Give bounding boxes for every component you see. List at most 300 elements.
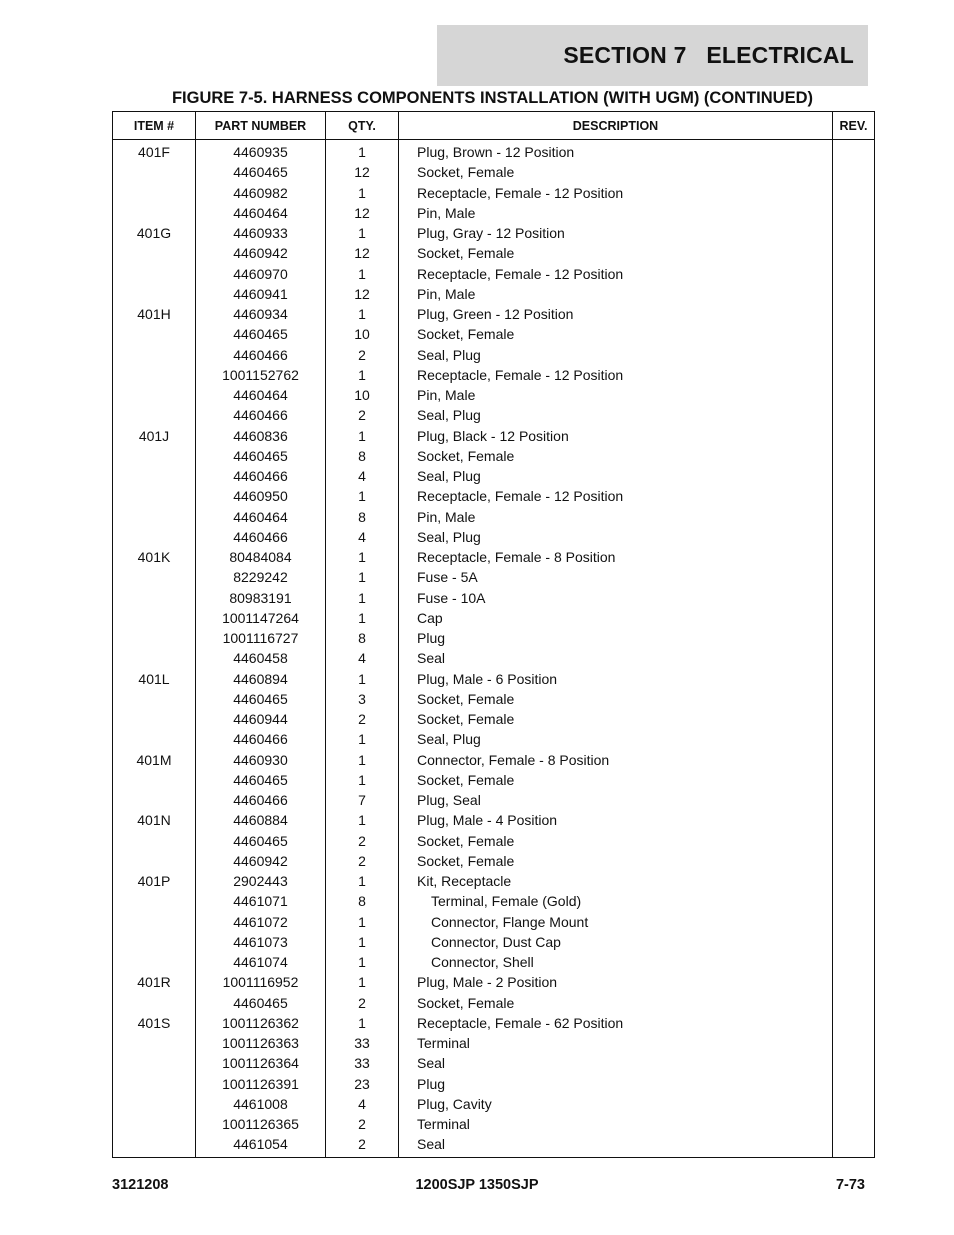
cell-description: Receptacle, Female - 12 Position bbox=[399, 183, 833, 203]
cell-rev bbox=[833, 1053, 875, 1073]
cell-item bbox=[113, 466, 196, 486]
cell-description: Seal, Plug bbox=[399, 345, 833, 365]
cell-qty: 1 bbox=[326, 567, 399, 587]
cell-part-number: 4460982 bbox=[196, 183, 326, 203]
cell-part-number: 4461074 bbox=[196, 952, 326, 972]
header-rev: REV. bbox=[833, 112, 875, 140]
cell-rev bbox=[833, 507, 875, 527]
cell-part-number: 4460466 bbox=[196, 345, 326, 365]
cell-description: Seal, Plug bbox=[399, 527, 833, 547]
cell-description: Seal bbox=[399, 1134, 833, 1157]
cell-item bbox=[113, 709, 196, 729]
cell-description: Plug bbox=[399, 628, 833, 648]
table-row bbox=[113, 223, 875, 243]
cell-description: Receptacle, Female - 12 Position bbox=[399, 365, 833, 385]
cell-part-number: 8229242 bbox=[196, 567, 326, 587]
cell-part-number: 4460465 bbox=[196, 324, 326, 344]
cell-rev bbox=[833, 993, 875, 1013]
cell-rev bbox=[833, 405, 875, 425]
cell-part-number: 4461072 bbox=[196, 912, 326, 932]
cell-description: Fuse - 5A bbox=[399, 567, 833, 587]
cell-qty: 3 bbox=[326, 689, 399, 709]
table-row bbox=[113, 567, 875, 587]
cell-rev bbox=[833, 547, 875, 567]
cell-qty: 1 bbox=[326, 952, 399, 972]
cell-qty: 10 bbox=[326, 385, 399, 405]
cell-item bbox=[113, 1134, 196, 1157]
cell-part-number: 4460466 bbox=[196, 405, 326, 425]
cell-description: Plug, Cavity bbox=[399, 1094, 833, 1114]
cell-description: Pin, Male bbox=[399, 507, 833, 527]
table-row bbox=[113, 527, 875, 547]
cell-item bbox=[113, 851, 196, 871]
cell-description: Receptacle, Female - 8 Position bbox=[399, 547, 833, 567]
cell-qty: 12 bbox=[326, 243, 399, 263]
table-row bbox=[113, 1013, 875, 1033]
table-row bbox=[113, 365, 875, 385]
cell-rev bbox=[833, 162, 875, 182]
cell-item bbox=[113, 952, 196, 972]
cell-description: Connector, Female - 8 Position bbox=[399, 750, 833, 770]
cell-item bbox=[113, 345, 196, 365]
cell-item bbox=[113, 527, 196, 547]
cell-qty: 1 bbox=[326, 608, 399, 628]
cell-description: Receptacle, Female - 12 Position bbox=[399, 264, 833, 284]
cell-item: 401N bbox=[113, 810, 196, 830]
cell-description: Terminal bbox=[399, 1114, 833, 1134]
cell-item bbox=[113, 1074, 196, 1094]
cell-qty: 1 bbox=[326, 486, 399, 506]
table-row bbox=[113, 547, 875, 567]
cell-qty: 1 bbox=[326, 669, 399, 689]
table-row bbox=[113, 203, 875, 223]
cell-qty: 1 bbox=[326, 365, 399, 385]
cell-item bbox=[113, 628, 196, 648]
cell-qty: 2 bbox=[326, 345, 399, 365]
section-title: SECTION 7 ELECTRICAL bbox=[563, 42, 854, 68]
table-row bbox=[113, 1053, 875, 1073]
cell-qty: 1 bbox=[326, 183, 399, 203]
cell-description: Plug, Green - 12 Position bbox=[399, 304, 833, 324]
cell-description: Cap bbox=[399, 608, 833, 628]
table-row bbox=[113, 183, 875, 203]
cell-rev bbox=[833, 750, 875, 770]
cell-item bbox=[113, 1033, 196, 1053]
cell-part-number: 1001147264 bbox=[196, 608, 326, 628]
cell-description: Plug, Male - 2 Position bbox=[399, 972, 833, 992]
cell-qty: 4 bbox=[326, 466, 399, 486]
cell-part-number: 4460466 bbox=[196, 466, 326, 486]
cell-rev bbox=[833, 608, 875, 628]
cell-item bbox=[113, 1114, 196, 1134]
cell-part-number: 4461073 bbox=[196, 932, 326, 952]
cell-rev bbox=[833, 628, 875, 648]
cell-item bbox=[113, 405, 196, 425]
cell-part-number: 4460464 bbox=[196, 385, 326, 405]
header-part-number: PART NUMBER bbox=[196, 112, 326, 140]
cell-description: Socket, Female bbox=[399, 162, 833, 182]
cell-description: Terminal bbox=[399, 1033, 833, 1053]
table-row bbox=[113, 993, 875, 1013]
cell-part-number: 4460465 bbox=[196, 162, 326, 182]
cell-item bbox=[113, 385, 196, 405]
cell-rev bbox=[833, 527, 875, 547]
table-row bbox=[113, 972, 875, 992]
cell-item: 401L bbox=[113, 669, 196, 689]
cell-qty: 10 bbox=[326, 324, 399, 344]
table-row bbox=[113, 871, 875, 891]
table-row bbox=[113, 608, 875, 628]
table-row bbox=[113, 790, 875, 810]
cell-rev bbox=[833, 810, 875, 830]
table-row bbox=[113, 284, 875, 304]
cell-part-number: 4460465 bbox=[196, 770, 326, 790]
cell-qty: 2 bbox=[326, 405, 399, 425]
cell-description: Connector, Flange Mount bbox=[399, 912, 833, 932]
cell-rev bbox=[833, 871, 875, 891]
table-row bbox=[113, 405, 875, 425]
cell-part-number: 4460465 bbox=[196, 993, 326, 1013]
table-row bbox=[113, 932, 875, 952]
cell-rev bbox=[833, 1094, 875, 1114]
cell-item bbox=[113, 588, 196, 608]
cell-part-number: 4460930 bbox=[196, 750, 326, 770]
cell-item bbox=[113, 162, 196, 182]
cell-qty: 1 bbox=[326, 871, 399, 891]
cell-qty: 1 bbox=[326, 912, 399, 932]
cell-part-number: 2902443 bbox=[196, 871, 326, 891]
table-row bbox=[113, 466, 875, 486]
cell-qty: 1 bbox=[326, 426, 399, 446]
cell-qty: 2 bbox=[326, 1134, 399, 1157]
cell-item bbox=[113, 608, 196, 628]
cell-qty: 7 bbox=[326, 790, 399, 810]
cell-description: Socket, Female bbox=[399, 831, 833, 851]
cell-qty: 1 bbox=[326, 932, 399, 952]
cell-qty: 2 bbox=[326, 851, 399, 871]
cell-part-number: 4461008 bbox=[196, 1094, 326, 1114]
cell-qty: 1 bbox=[326, 264, 399, 284]
cell-qty: 33 bbox=[326, 1053, 399, 1073]
table-row bbox=[113, 891, 875, 911]
cell-description: Seal, Plug bbox=[399, 466, 833, 486]
cell-rev bbox=[833, 203, 875, 223]
cell-qty: 1 bbox=[326, 140, 399, 163]
cell-part-number: 4460942 bbox=[196, 851, 326, 871]
cell-qty: 2 bbox=[326, 993, 399, 1013]
cell-part-number: 4460941 bbox=[196, 284, 326, 304]
cell-item bbox=[113, 932, 196, 952]
cell-description: Socket, Female bbox=[399, 446, 833, 466]
cell-rev bbox=[833, 486, 875, 506]
cell-item: 401K bbox=[113, 547, 196, 567]
table-row bbox=[113, 912, 875, 932]
cell-rev bbox=[833, 345, 875, 365]
cell-qty: 1 bbox=[326, 770, 399, 790]
cell-rev bbox=[833, 426, 875, 446]
cell-item bbox=[113, 486, 196, 506]
cell-part-number: 4460950 bbox=[196, 486, 326, 506]
cell-item bbox=[113, 284, 196, 304]
cell-item bbox=[113, 790, 196, 810]
cell-qty: 33 bbox=[326, 1033, 399, 1053]
cell-qty: 12 bbox=[326, 162, 399, 182]
table-row bbox=[113, 669, 875, 689]
cell-description: Receptacle, Female - 62 Position bbox=[399, 1013, 833, 1033]
cell-item bbox=[113, 1094, 196, 1114]
cell-rev bbox=[833, 365, 875, 385]
table-row bbox=[113, 345, 875, 365]
table-row bbox=[113, 648, 875, 668]
cell-part-number: 4460884 bbox=[196, 810, 326, 830]
cell-item: 401R bbox=[113, 972, 196, 992]
cell-item bbox=[113, 993, 196, 1013]
table-row bbox=[113, 385, 875, 405]
cell-part-number: 4460970 bbox=[196, 264, 326, 284]
cell-description: Plug bbox=[399, 1074, 833, 1094]
cell-description: Seal bbox=[399, 648, 833, 668]
cell-item bbox=[113, 891, 196, 911]
cell-rev bbox=[833, 932, 875, 952]
cell-part-number: 4460466 bbox=[196, 527, 326, 547]
cell-item bbox=[113, 243, 196, 263]
cell-part-number: 4460465 bbox=[196, 689, 326, 709]
cell-rev bbox=[833, 567, 875, 587]
table-row bbox=[113, 304, 875, 324]
cell-description: Plug, Male - 4 Position bbox=[399, 810, 833, 830]
cell-description: Fuse - 10A bbox=[399, 588, 833, 608]
cell-part-number: 1001126391 bbox=[196, 1074, 326, 1094]
cell-qty: 1 bbox=[326, 750, 399, 770]
table-row bbox=[113, 689, 875, 709]
table-row bbox=[113, 588, 875, 608]
cell-rev bbox=[833, 972, 875, 992]
cell-rev bbox=[833, 729, 875, 749]
cell-rev bbox=[833, 466, 875, 486]
cell-rev bbox=[833, 851, 875, 871]
cell-part-number: 4460466 bbox=[196, 790, 326, 810]
cell-rev bbox=[833, 1013, 875, 1033]
footer-model: 1200SJP 1350SJP bbox=[415, 1177, 539, 1193]
cell-item bbox=[113, 912, 196, 932]
cell-rev bbox=[833, 1134, 875, 1157]
table-row bbox=[113, 709, 875, 729]
cell-item bbox=[113, 365, 196, 385]
cell-qty: 1 bbox=[326, 972, 399, 992]
cell-description: Seal bbox=[399, 1053, 833, 1073]
cell-part-number: 1001126363 bbox=[196, 1033, 326, 1053]
table-header-row bbox=[113, 112, 875, 140]
cell-description: Plug, Seal bbox=[399, 790, 833, 810]
cell-description: Pin, Male bbox=[399, 385, 833, 405]
cell-qty: 2 bbox=[326, 831, 399, 851]
cell-rev bbox=[833, 284, 875, 304]
cell-qty: 1 bbox=[326, 729, 399, 749]
cell-qty: 12 bbox=[326, 284, 399, 304]
cell-rev bbox=[833, 689, 875, 709]
cell-qty: 2 bbox=[326, 709, 399, 729]
cell-qty: 4 bbox=[326, 648, 399, 668]
cell-rev bbox=[833, 588, 875, 608]
table-row bbox=[113, 486, 875, 506]
cell-part-number: 4460464 bbox=[196, 507, 326, 527]
cell-part-number: 4460458 bbox=[196, 648, 326, 668]
cell-part-number: 80484084 bbox=[196, 547, 326, 567]
cell-qty: 2 bbox=[326, 1114, 399, 1134]
cell-part-number: 4460465 bbox=[196, 446, 326, 466]
cell-item bbox=[113, 507, 196, 527]
cell-part-number: 1001126364 bbox=[196, 1053, 326, 1073]
cell-description: Socket, Female bbox=[399, 709, 833, 729]
cell-rev bbox=[833, 385, 875, 405]
cell-item: 401F bbox=[113, 140, 196, 163]
cell-part-number: 1001152762 bbox=[196, 365, 326, 385]
cell-rev bbox=[833, 790, 875, 810]
cell-rev bbox=[833, 1033, 875, 1053]
cell-item: 401S bbox=[113, 1013, 196, 1033]
table-row bbox=[113, 140, 875, 163]
cell-part-number: 4461071 bbox=[196, 891, 326, 911]
cell-item bbox=[113, 729, 196, 749]
cell-rev bbox=[833, 709, 875, 729]
cell-item: 401P bbox=[113, 871, 196, 891]
cell-item: 401H bbox=[113, 304, 196, 324]
cell-qty: 1 bbox=[326, 304, 399, 324]
cell-description: Connector, Dust Cap bbox=[399, 932, 833, 952]
cell-qty: 23 bbox=[326, 1074, 399, 1094]
cell-part-number: 4460935 bbox=[196, 140, 326, 163]
footer-publication-number: 3121208 bbox=[112, 1177, 169, 1193]
cell-qty: 4 bbox=[326, 527, 399, 547]
table-row bbox=[113, 729, 875, 749]
cell-description: Seal, Plug bbox=[399, 405, 833, 425]
section-header bbox=[437, 25, 868, 86]
cell-item bbox=[113, 183, 196, 203]
cell-qty: 1 bbox=[326, 223, 399, 243]
cell-part-number: 1001126365 bbox=[196, 1114, 326, 1134]
table-row bbox=[113, 750, 875, 770]
cell-item bbox=[113, 831, 196, 851]
cell-rev bbox=[833, 831, 875, 851]
table-row bbox=[113, 628, 875, 648]
cell-description: Seal, Plug bbox=[399, 729, 833, 749]
header-description: DESCRIPTION bbox=[399, 112, 833, 140]
cell-part-number: 4460933 bbox=[196, 223, 326, 243]
header-qty: QTY. bbox=[326, 112, 399, 140]
header-item: ITEM # bbox=[113, 112, 196, 140]
cell-rev bbox=[833, 1074, 875, 1094]
cell-part-number: 4461054 bbox=[196, 1134, 326, 1157]
cell-description: Pin, Male bbox=[399, 203, 833, 223]
cell-rev bbox=[833, 183, 875, 203]
table-row bbox=[113, 831, 875, 851]
cell-item bbox=[113, 264, 196, 284]
cell-qty: 12 bbox=[326, 203, 399, 223]
cell-description: Socket, Female bbox=[399, 851, 833, 871]
cell-part-number: 80983191 bbox=[196, 588, 326, 608]
cell-qty: 8 bbox=[326, 507, 399, 527]
cell-description: Plug, Brown - 12 Position bbox=[399, 140, 833, 163]
cell-item bbox=[113, 203, 196, 223]
cell-description: Socket, Female bbox=[399, 243, 833, 263]
cell-qty: 4 bbox=[326, 1094, 399, 1114]
cell-description: Socket, Female bbox=[399, 689, 833, 709]
cell-item bbox=[113, 324, 196, 344]
figure-title: FIGURE 7-5. HARNESS COMPONENTS INSTALLATION (WITH UGM) (CONTINUED) bbox=[171, 89, 814, 107]
cell-description: Socket, Female bbox=[399, 993, 833, 1013]
cell-description: Terminal, Female (Gold) bbox=[399, 891, 833, 911]
cell-part-number: 1001126362 bbox=[196, 1013, 326, 1033]
cell-rev bbox=[833, 304, 875, 324]
cell-part-number: 1001116952 bbox=[196, 972, 326, 992]
cell-part-number: 4460464 bbox=[196, 203, 326, 223]
cell-item: 401M bbox=[113, 750, 196, 770]
parts-table-body bbox=[113, 140, 875, 1158]
cell-part-number: 4460934 bbox=[196, 304, 326, 324]
table-row bbox=[113, 1134, 875, 1157]
cell-qty: 1 bbox=[326, 547, 399, 567]
footer-page-number: 7-73 bbox=[835, 1177, 865, 1193]
cell-rev bbox=[833, 140, 875, 163]
cell-rev bbox=[833, 243, 875, 263]
cell-rev bbox=[833, 223, 875, 243]
cell-item bbox=[113, 446, 196, 466]
cell-part-number: 4460944 bbox=[196, 709, 326, 729]
cell-part-number: 4460466 bbox=[196, 729, 326, 749]
cell-part-number: 1001116727 bbox=[196, 628, 326, 648]
cell-rev bbox=[833, 1114, 875, 1134]
table-row bbox=[113, 426, 875, 446]
cell-qty: 1 bbox=[326, 588, 399, 608]
cell-description: Plug, Black - 12 Position bbox=[399, 426, 833, 446]
cell-description: Connector, Shell bbox=[399, 952, 833, 972]
cell-rev bbox=[833, 648, 875, 668]
table-row bbox=[113, 952, 875, 972]
cell-qty: 8 bbox=[326, 891, 399, 911]
table-row bbox=[113, 1033, 875, 1053]
cell-description: Pin, Male bbox=[399, 284, 833, 304]
cell-item bbox=[113, 770, 196, 790]
table-row bbox=[113, 851, 875, 871]
table-row bbox=[113, 162, 875, 182]
cell-qty: 8 bbox=[326, 628, 399, 648]
cell-rev bbox=[833, 912, 875, 932]
table-row bbox=[113, 1114, 875, 1134]
cell-qty: 1 bbox=[326, 810, 399, 830]
cell-rev bbox=[833, 324, 875, 344]
cell-rev bbox=[833, 891, 875, 911]
cell-item bbox=[113, 689, 196, 709]
cell-item bbox=[113, 648, 196, 668]
parts-table bbox=[112, 111, 875, 1158]
cell-item bbox=[113, 567, 196, 587]
cell-description: Plug, Gray - 12 Position bbox=[399, 223, 833, 243]
cell-part-number: 4460465 bbox=[196, 831, 326, 851]
cell-description: Socket, Female bbox=[399, 770, 833, 790]
cell-part-number: 4460894 bbox=[196, 669, 326, 689]
table-row bbox=[113, 810, 875, 830]
cell-qty: 1 bbox=[326, 1013, 399, 1033]
table-row bbox=[113, 243, 875, 263]
cell-rev bbox=[833, 669, 875, 689]
cell-description: Receptacle, Female - 12 Position bbox=[399, 486, 833, 506]
cell-part-number: 4460836 bbox=[196, 426, 326, 446]
cell-rev bbox=[833, 446, 875, 466]
cell-item: 401G bbox=[113, 223, 196, 243]
table-row bbox=[113, 770, 875, 790]
table-row bbox=[113, 324, 875, 344]
cell-description: Kit, Receptacle bbox=[399, 871, 833, 891]
